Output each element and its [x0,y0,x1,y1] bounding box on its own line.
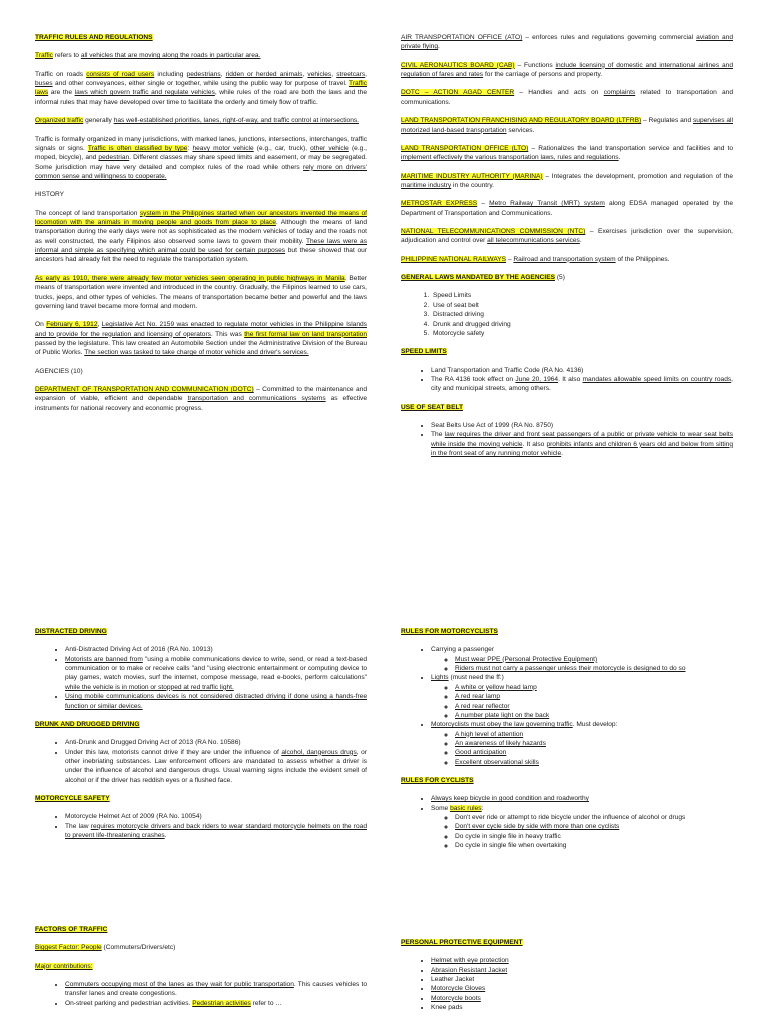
text: . It also [558,375,583,383]
text-underlined: pedestrians [186,70,221,78]
text: , city and municipal streets, among others. [431,375,733,393]
sub-list-item: ◦ An awareness of likely hazards [455,739,733,748]
agency-name: LAND TRANSPORTATION OFFICE (LTO) [401,144,529,152]
agency-name: DOTC – ACTION AGAD CENTER [401,89,515,97]
heading-ppe: PERSONAL PROTECTIVE EQUIPMENT [401,939,523,946]
term-traffic: Traffic [35,52,53,60]
text-underlined: all telecommunications services [487,237,580,245]
list-item: 5. Motorcycle safety [431,329,733,338]
paragraph-history-3 [35,320,367,357]
text-underlined: has well-established priorities, lanes, right-of-way, and traffic control at intersections. [113,117,360,125]
contributions-list [35,980,367,1008]
agency-name: PHILIPPINE NATIONAL RAILWAYS [401,255,507,263]
text: generally [83,117,114,125]
text-underlined: laws which govern traffic and regulate vehicles [74,89,215,97]
text-underlined: ridden or herded animals [225,70,303,78]
text-highlight: Pedestrian activities [192,999,251,1007]
text: On-street parking and pedestrian activities. [65,999,193,1007]
paragraph-organized-traffic [35,116,367,125]
list-item: 2. Use of seat belt [431,301,733,310]
text: – Rationalizes the land transportation service and facilities and to [528,144,733,152]
paragraph-ntc [401,227,733,246]
text: . [618,154,621,162]
text-highlight: Traffic laws [35,80,367,97]
list-item: • Land Transportation and Traffic Code (RA No. 4136) [431,366,733,375]
text: . [579,237,582,245]
sub-list-item: ◦ Good anticipation [455,748,733,757]
paragraph-history-2 [35,274,367,311]
list-item [431,375,733,394]
text-highlight: Organized traffic [35,117,84,125]
text: The [431,431,445,439]
cyclist-rules-list [401,794,733,850]
text: , [97,321,102,329]
text-underlined: prohibits infants and children 6 years old and below from sitting in the front seat of any running motor vehicle [431,440,734,458]
text: related to transportation and communications. [401,89,734,106]
text: – Regulates and [641,117,693,125]
text: – enforces rules and regulations governing commercial [522,34,697,41]
text: as effective instruments for national recovery and economic progress. [35,395,367,412]
agency-name: LAND TRANSPORTATION FRANCHISING AND REGULATORY BOARD (LTFRB) [401,117,642,125]
text: refer to … [250,999,282,1007]
sub-list-item: ◦ Don't ever cycle side by side with more than one cyclists [455,822,733,831]
text: (Commuters/Drivers/etc) [101,944,176,952]
text-underlined: implement effectively the various transportation laws, rules and regulations [401,154,619,162]
agency-name: MARITIME INDUSTRY AUTHORITY (MARINA) [401,172,543,180]
text: . This causes vehicles to transfer lanes and create congestions. [65,981,368,998]
agency-name: AIR TRANSPORTATION OFFICE (ATO) [401,34,523,41]
text: Some [431,804,451,812]
text: Traffic is formally organized in many jurisdictions, with marked lanes, junctions, intersections, interchanges, traffic signals or signs. [35,135,367,152]
heading-count: (5) [555,274,565,282]
text-underlined: Motorcyclists must obey the law governing traffic [431,721,573,729]
text-underlined: while the vehicle is in motion or stopped at red traffic light. [65,683,234,691]
sub-list-item: ◦ A number plate light on the back [455,711,733,720]
text-underlined: aviation and private flying [401,34,733,51]
list-item: • Motorcycle Gloves [431,984,733,993]
paragraph-traffic-organization [35,135,367,182]
text: . Must develop: [572,721,618,729]
text: , [365,70,367,78]
text: – Committed to the maintenance and expansion of viable, efficient and dependable [35,386,367,403]
sub-list-item: ◦ Don't ever ride or attempt to ride bicycle under the influence of alcohol or drugs [455,813,733,822]
text: of the Philippines. [615,255,670,263]
text-underlined: vehicles [307,70,332,78]
text: . [438,43,440,51]
motorcycle-safety-list [35,812,367,840]
list-item: • Seat Belts Use Act of 1999 (RA No. 8750) [431,421,733,430]
text: and other conveyances, either single or together, while using the public way for purpose of travel. [52,80,350,88]
text: . Although the means of land transportation during the early days were not as sophisticated as the modern vehicles of today and the roads not as well constructed, the early Filipinos also observed some laws to govern their mobility. [35,219,367,245]
paragraph-metrostar [401,199,733,218]
text-highlight: the first formal law on land transportation [244,330,367,338]
text-underlined: alcohol, dangerous drugs [281,748,357,756]
heading-drunk-driving: DRUNK AND DRUGGED DRIVING [35,720,140,728]
text: but these showed that our ancestors had already felt the need to regulate the transportation system. [35,247,367,264]
text-highlight: Biggest Factor: People [35,944,102,952]
text: including [154,70,187,78]
heading-motorcycle-safety: MOTORCYCLE SAFETY [35,795,110,803]
list-item: • Leather Jacket [431,975,733,984]
sub-list-item: ◦ A high level of attention [455,730,733,739]
paragraph-major-contributions [35,962,367,971]
text-underlined: Railroad and transportation system [513,255,616,263]
text: . Better means of transportation were invented and introduced in the country. Gradually, the Filipinos learned to use cars, trucks, jeeps, and other types of vehicles. The means of transportation became better and powerful and the laws governing land travel became more formal and modern. [35,274,367,310]
sub-list-item: ◦ A red rear reflector [455,702,733,711]
paragraph-history-1 [35,209,367,265]
paragraph-dotc [35,385,367,413]
text-underlined: requires motorcycle drivers and back riders to wear standard motorcycle helmets on the road to prevent life-threatening crashes [65,822,367,840]
sub-list-item: ◦ Excellent observational skills [455,758,733,767]
text-underlined: Lights [431,674,449,682]
text: On [35,321,47,329]
sub-list-item: ◦ A white or yellow head lamp [455,683,733,692]
text: – Functions [514,61,556,69]
text-underlined: heavy motor vehicle [192,144,254,152]
text-highlight: consists of road users [86,70,155,78]
ppe-list [401,956,733,1012]
text-underlined: mandates allowable speed limits on country roads [582,375,732,383]
text: Traffic on roads [35,70,87,78]
list-item: • Always keep bicycle in good condition and roadworthy [431,794,733,803]
text-underlined: Legislative Act No. 2159 was enacted to regulate motor vehicles in the Philippine Islands and to provide for the regulation and licensing of operators [35,321,367,338]
paragraph-cab [401,61,733,80]
sub-list-item: ◦ Riders must not carry a passenger unless their motorcycle is designed to do so [455,664,733,673]
sub-list-item: ◦ Do cycle in single file when overtaking [455,841,733,850]
sub-list [431,813,733,850]
sub-list [431,683,733,720]
text: "using a mobile communications device to write, send, or read a text-based communication or to make or receive calls "and "using electronic entertainment or computing device to play games, watch movies, surf the internet, compose message, read e-books, perform calculations" [65,655,367,682]
text: services. [506,126,535,134]
text: The concept of land transportation [35,209,140,217]
list-item [431,720,733,767]
text: , while rules of the road are both the laws and the informal rules that may have developed over time to facilitate the orderly and timely flow of traffic. [35,89,367,106]
list-item: • Anti-Drunk and Drugged Driving Act of 2013 (RA No. 10586) [65,738,367,747]
section-title: TRAFFIC RULES AND REGULATIONS [35,34,153,41]
motorcyclist-rules-list [401,645,733,767]
paragraph-biggest-factor [35,943,367,952]
sub-list [431,655,733,674]
text-underlined: Motorists are banned from [65,655,143,663]
heading-factors-traffic: FACTORS OF TRAFFIC [35,926,108,933]
list-item: 3. Distracted driving [431,310,733,319]
heading-speed-limits: SPEED LIMITS [401,348,447,356]
text-underlined: complaints [603,89,636,97]
text-underlined: June 20, 1964 [515,375,559,383]
text-highlight: Traffic is often classified by type [87,144,188,152]
column-right-bottom [401,938,733,1022]
text-highlight: basic rules [450,804,482,812]
sub-list [431,730,733,767]
text-underlined: supervises all motorized land-based transportation [401,117,733,134]
text-highlight: system in the Philippines started when our ancestors invented the means of locomotion with the animals in moving people and goods from place to place [35,209,367,227]
column-right-top [401,33,733,468]
text: along EDSA managed operated by the Department of Transportation and Communications. [401,200,733,217]
list-item [431,673,733,720]
list-item [65,655,367,692]
text-underlined: transportation and communications systems [187,395,326,403]
text: , [220,70,226,78]
sub-list-item: ◦ A red rear lamp [455,692,733,701]
paragraph-pnr [401,255,733,264]
text-underlined: Commuters occupying most of the lanes as they wait for public transportation [65,981,294,989]
heading-history: HISTORY [35,191,65,199]
list-item: • Anti-Distracted Driving Act of 2016 (RA No. 10913) [65,645,367,654]
heading-rules-cyclists: RULES FOR CYCLISTS [401,777,474,785]
text: – [506,255,514,263]
text: refers to [52,52,81,60]
column-right-middle [401,627,733,860]
paragraph-dotc-action [401,88,733,107]
text: Under this law, motorists cannot drive if they are under the influence of [65,748,282,756]
text-underlined: all vehicles that are moving along the roads in particular area. [80,52,261,60]
text: . Different classes may share speed limits and easement, or may be segregated. Some jurisdiction may have very detailed and complex rules of the road while others [35,154,367,171]
text: – Exercises jurisdiction over the supervision, adjudication and control over [401,228,733,245]
text: passed by the legislature. This law created an Automobile Section under the Administrative Division of the Bureau of Public Works. [35,339,367,357]
drunk-driving-list [35,738,367,785]
seat-belt-list [401,421,733,458]
heading-distracted-driving: DISTRACTED DRIVING [35,628,107,635]
text-underlined: law requires the driver and front seat passengers of a public or private vehicle to wear seat belts while inside the moving vehicle [431,431,733,448]
text: . [164,832,167,840]
text: . It also [522,440,547,448]
list-item [65,980,367,999]
text: The law [65,822,91,830]
text: . [561,450,563,458]
column-left-bottom [35,925,367,1017]
heading-general-laws [401,273,733,282]
heading-text: GENERAL LAWS MANDATED BY THE AGENCIES [401,274,555,282]
agency-name: NATIONAL TELECOMMUNICATIONS COMMISSION (NTC) [401,228,586,236]
list-item: • Knee pads [431,1003,733,1012]
list-item: • Motorcycle Helmet Act of 2009 (RA No. 10054) [65,812,367,821]
text-highlight: As early as 1910, there were already few motor vehicles seen operating in public highways in Manila [35,274,345,282]
list-item [65,748,367,785]
text-underlined: buses [35,80,53,88]
paragraph-marina [401,172,733,191]
text: (must need the ff:) [448,674,504,682]
heading-agencies: AGENCIES (10) [35,367,83,375]
text-underlined: include licensing of domestic and international airlines and regulation of fares and rates [401,61,734,79]
text-underlined: rely more on drivers' common sense and willingness to cooperate. [35,163,367,180]
text: in the country. [451,181,494,189]
agency-name: DEPARTMENT OF TRANSPORTATION AND COMMUNICATION (DOTC) [35,386,254,394]
column-left-top [35,33,367,422]
list-item [65,822,367,841]
text-underlined: maritime industry [401,181,452,189]
list-item: • Abrasion Resistant Jacket [431,966,733,975]
text-underlined: other vehicle [310,144,349,152]
text-underlined: pedestrian [98,154,130,162]
text: – [477,200,490,208]
paragraph-lto [401,144,733,163]
paragraph-road-users [35,70,367,107]
text-highlight: February 6, 1912 [46,321,98,329]
text: , [331,70,337,78]
general-laws-list [401,291,733,338]
text: : [481,804,484,812]
text: – Handles and acts on [514,89,604,97]
list-item: • Using mobile communications devices is not considered distracted driving if done using a hands-free function or similar devices. [65,692,367,711]
text: – Integrates the development, promotion and regulation of the [542,172,733,180]
text-highlight: Major contributions: [35,962,93,970]
text: The RA 4136 took effect on [431,375,516,383]
list-item [431,804,733,851]
sub-list-item: ◦ Must wear PPE (Personal Protective Equipment) [455,655,733,664]
list-item: 1. Speed Limits [431,291,733,300]
heading-rules-motorcyclists: RULES FOR MOTORCYCLISTS [401,628,498,635]
text: . This was [210,330,245,338]
text: (e.g., moped, bicycle), and [35,144,367,162]
text: , [302,70,308,78]
list-item: 4. Drunk and drugged driving [431,320,733,329]
text-underlined: streetcars [336,70,366,78]
sub-list-item: ◦ Do cycle in single file in heavy traffic [455,832,733,841]
list-item [65,999,367,1008]
speed-limits-list [401,366,733,394]
text-underlined: Metro Railway Transit (MRT) system [489,200,605,208]
text: Carrying a passenger [431,646,495,654]
text: for the carriage of persons and property. [483,71,603,79]
text-underlined: These laws were as informal and simple as specifying which animal could be used for certain purposes [35,237,367,255]
list-item: • Motorcycle boots [431,994,733,1003]
text: (e.g., car, truck), [253,144,311,152]
text: are the [48,89,75,97]
agency-name: METROSTAR EXPRESS [401,200,478,208]
column-left-middle [35,627,367,849]
paragraph-traffic-definition [35,51,367,60]
heading-seat-belt: USE OF SEAT BELT [401,403,464,411]
text: , or other inebriating substances. Law enforcement officers are mandated to assess whether a driver is under the influence of alcohol and dangerous drugs. Usual warning signs include the evident smell of alcohol or if the driver has reddish eyes or a flushed face. [65,748,367,784]
distracted-driving-list [35,645,367,711]
text: : [187,144,193,152]
list-item [431,430,733,458]
list-item [431,645,733,673]
paragraph-ltfrb [401,116,733,135]
paragraph-ato [401,33,733,52]
text-underlined: The section was tasked to take charge of motor vehicle and driver's services. [84,349,309,357]
agency-name: CIVIL AERONAUTICS BOARD (CAB) [401,61,515,69]
list-item: • Helmet with eye protection [431,956,733,965]
